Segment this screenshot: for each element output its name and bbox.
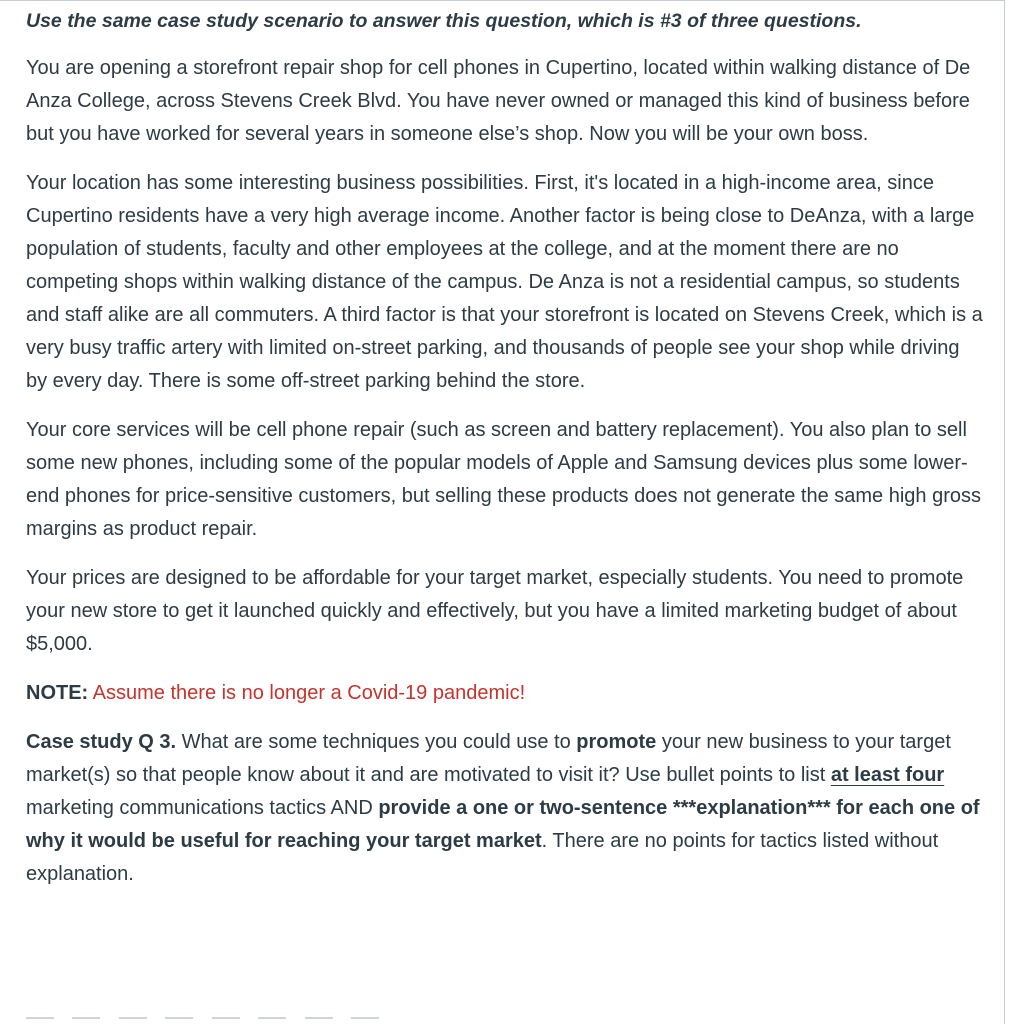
question-provide-explanation: provide a one or two-sentence ***explanation*** for each one of why it would be useful for reaching your target market (26, 797, 980, 852)
toolbar-item (258, 1017, 286, 1019)
question-label: Case study Q 3. (26, 731, 177, 753)
toolbar-item (212, 1017, 240, 1019)
toolbar-item (305, 1017, 333, 1019)
question-promote: promote (576, 731, 657, 753)
scenario-paragraph-1: You are opening a storefront repair shop for cell phones in Cupertino, located within walking distance of De Anza College, across Stevens Creek Blvd. You have never owned or managed this kind of business before but you have worked for several years in someone else’s shop. Now you will be your own boss. (26, 57, 971, 145)
question-text-4: . There are no points for tactics listed without explanation. (26, 830, 939, 885)
question-content (0, 1, 1004, 891)
question-at-least-four: at least four (830, 764, 945, 786)
scenario-paragraph-4: Your prices are designed to be affordable for your target market, especially students. You need to promote your new store to get it launched quickly and effectively, but you have a limited marketing budget of about $5,000. (26, 567, 964, 655)
intro-instruction: Use the same case study scenario to answer this question, which is #3 of three questions. (26, 10, 862, 32)
toolbar-item (72, 1017, 100, 1019)
question-text-3: marketing communications tactics AND (26, 797, 379, 819)
toolbar-item (26, 1017, 54, 1019)
scenario-paragraph-3: Your core services will be cell phone repair (such as screen and battery replacement). You also plan to sell some new phones, including some of the popular models of Apple and Samsung devices plus some lower-end phones for price-sensitive customers, but selling these products does not generate the same high gross margins as product repair. (26, 419, 981, 540)
question-text-2: your new business to your target market(s) so that people know about it and are motivated to visit it? Use bullet points to list (26, 731, 951, 786)
note-paragraph (26, 677, 984, 710)
note-label: NOTE: (26, 682, 89, 704)
toolbar-item (165, 1017, 193, 1019)
toolbar-item (351, 1017, 379, 1019)
note-text: Assume there is no longer a Covid-19 pandemic! (92, 682, 526, 704)
question-text-1: What are some techniques you could use to (176, 731, 577, 753)
scenario-paragraph-2: Your location has some interesting business possibilities. First, it's located in a high-income area, since Cupertino residents have a very high average income. Another factor is being close to DeAnza, with a large population of students, faculty and other employees at the college, and at the moment there are no competing shops within walking distance of the campus. De Anza is not a residential campus, so students and staff alike are all commuters. A third factor is that your storefront is located on Stevens Creek, which is a very busy traffic artery with limited on-street parking, and thousands of people see your shop while driving by every day. There is some off-street parking behind the store. (26, 172, 983, 392)
question-paragraph (26, 726, 984, 891)
toolbar-item (119, 1017, 147, 1019)
